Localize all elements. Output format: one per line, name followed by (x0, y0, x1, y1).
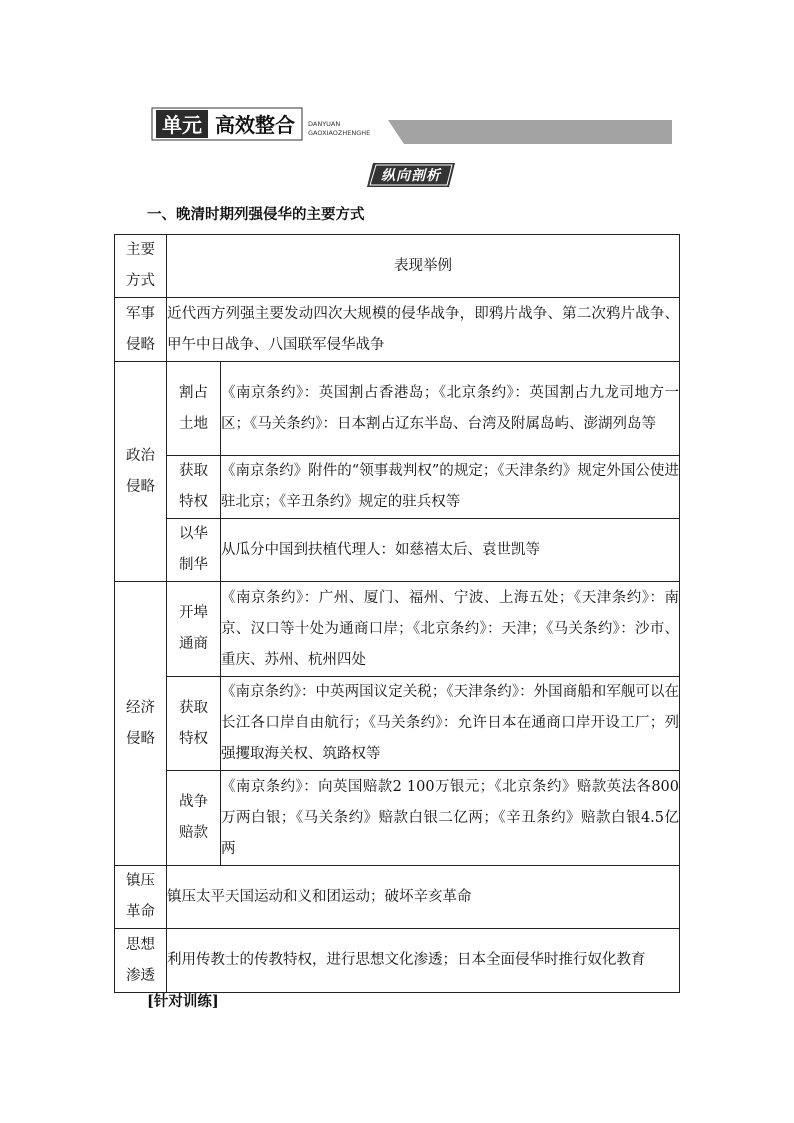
header-examples-cell: 表现举例 (167, 235, 680, 298)
ideology-text: 利用传教士的传教特权，进行思想文化渗透；日本全面侵华时推行奴化教育 (167, 929, 680, 993)
table-row-economic-3 (115, 771, 680, 866)
subcategory-economic-privileges: 获取 特权 (167, 677, 221, 771)
unit-banner (112, 104, 672, 146)
table-row-military (115, 298, 680, 362)
header-method-cell: 主要 方式 (115, 235, 167, 298)
suppression-text: 镇压太平天国运动和义和团运动；破坏辛亥革命 (167, 866, 680, 929)
category-military: 军事 侵略 (115, 298, 167, 362)
table-header-row (115, 235, 680, 298)
banner-title: 高效整合 (215, 113, 295, 137)
table-row-economic-2 (115, 677, 680, 771)
section-tag-text: 纵向剖析 (381, 168, 441, 184)
economic-text-1: 《南京条约》：广州、厦门、福州、宁波、上海五处；《天津条约》：南京、汉口等十处为通商口岸；《北京条约》：天津；《马关条约》：沙市、重庆、苏州、杭州四处 (221, 582, 680, 677)
table-row-political-1 (115, 362, 680, 456)
practice-label: [针对训练] (147, 993, 219, 1010)
subcategory-land-cession: 割占 土地 (167, 362, 221, 456)
section-tag (367, 163, 455, 187)
political-text-1: 《南京条约》：英国割占香港岛；《北京条约》：英国割占九龙司地方一区；《马关条约》：日本割占辽东半岛、台湾及附属岛屿、澎湖列岛等 (221, 362, 680, 456)
invasion-methods-table (114, 234, 680, 993)
category-economic: 经济 侵略 (115, 582, 167, 866)
economic-text-2: 《南京条约》：中英两国议定关税；《天津条约》：外国商船和军舰可以在长江各口岸自由航行；《马关条约》：允许日本在通商口岸开设工厂；列强攫取海关权、筑路权等 (221, 677, 680, 771)
military-text: 近代西方列强主要发动四次大规模的侵华战争，即鸦片战争、第二次鸦片战争、甲午中日战争、八国联军侵华战争 (167, 298, 680, 362)
table-row-ideology (115, 929, 680, 993)
category-ideology: 思想 渗透 (115, 929, 167, 993)
subcategory-indemnity: 战争 赔款 (167, 771, 221, 866)
banner-box-text: 单元 (162, 113, 202, 137)
banner-pinyin-2: GAOXIAOZHENGHE (308, 129, 371, 137)
political-text-2: 《南京条约》附件的“领事裁判权”的规定；《天津条约》规定外国公使进驻北京；《辛丑条约》规定的驻兵权等 (221, 456, 680, 519)
subcategory-privileges: 获取 特权 (167, 456, 221, 519)
banner-pinyin-1: DANYUAN (308, 120, 341, 128)
table-row-political-2 (115, 456, 680, 519)
category-political: 政治 侵略 (115, 362, 167, 582)
economic-text-3: 《南京条约》：向英国赔款2 100万银元；《北京条约》赔款英法各800万两白银；《马关条约》赔款白银二亿两；《辛丑条约》赔款白银4.5亿两 (221, 771, 680, 866)
category-suppression: 镇压 革命 (115, 866, 167, 929)
table-row-economic-1 (115, 582, 680, 677)
subcategory-open-ports: 开埠 通商 (167, 582, 221, 677)
section-heading: 一、晚清时期列强侵华的主要方式 (147, 207, 365, 223)
subcategory-proxy-rule: 以华 制华 (167, 519, 221, 582)
table-row-political-3 (115, 519, 680, 582)
political-text-3: 从瓜分中国到扶植代理人：如慈禧太后、袁世凯等 (221, 519, 680, 582)
table-row-suppression (115, 866, 680, 929)
